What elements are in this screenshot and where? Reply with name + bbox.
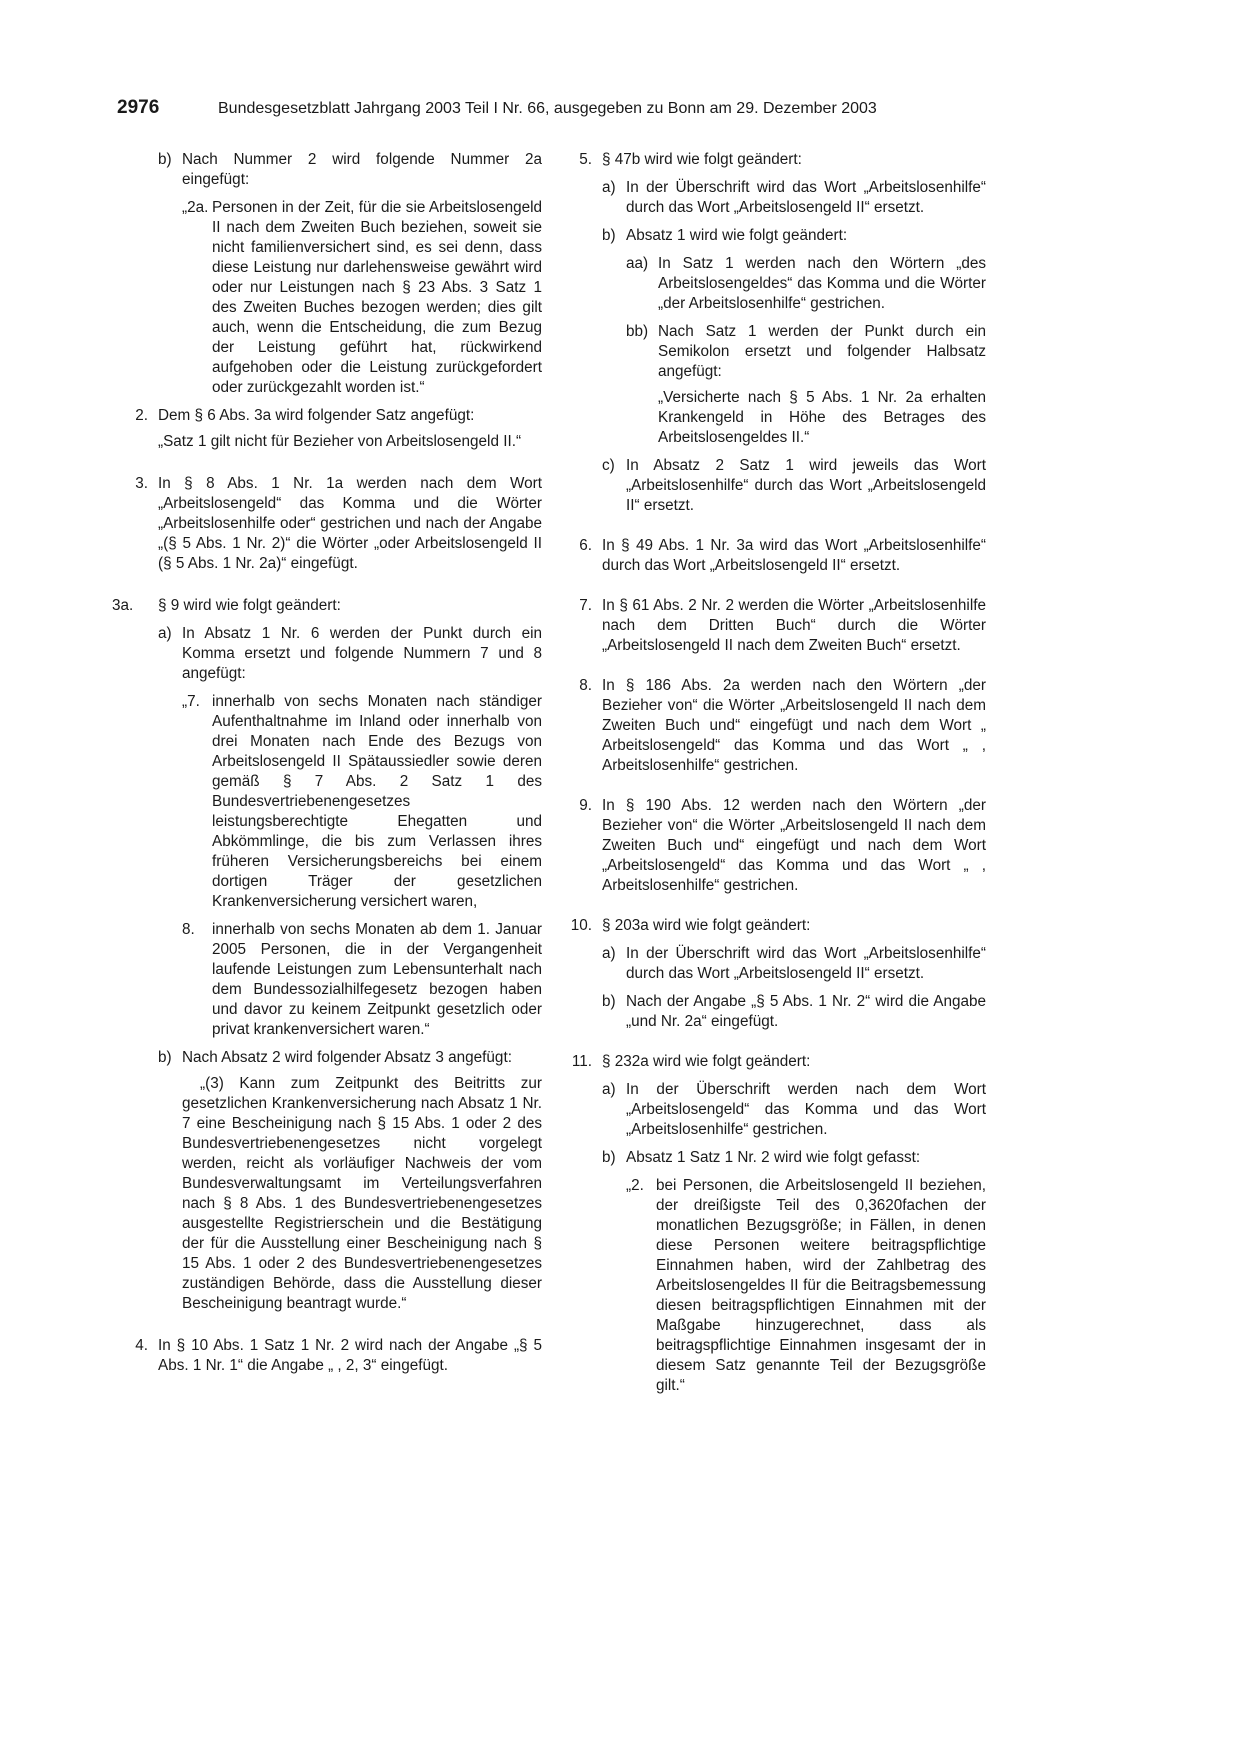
- entry-text: In § 190 Abs. 12 werden nach den Wörtern „der Bezieher von“ die Wörter „Arbeitslosengeld II nach dem Zweiten Buch und“ eingefügt und nach dem Wort „Arbeitslosengeld“ das Komma und das Wort „ , Arbeitslosenhilfe“ gestrichen.: [602, 797, 986, 894]
- entry-5-item-aa: [626, 254, 986, 314]
- entry-text: Dem § 6 Abs. 3a wird folgender Satz angefügt:: [158, 407, 475, 424]
- entry-9: [556, 796, 986, 896]
- entry-6: [556, 536, 986, 576]
- item-letter: b): [158, 1049, 172, 1066]
- entry-number: 6.: [579, 537, 592, 554]
- item-letter: c): [602, 457, 615, 474]
- item-text: Absatz 1 Satz 1 Nr. 2 wird wie folgt gefasst:: [626, 1149, 921, 1166]
- item-text: In Absatz 2 Satz 1 wird jeweils das Wort „Arbeitslosenhilfe“ durch das Wort „Arbeitslosengeld II“ ersetzt.: [626, 457, 986, 514]
- item-text: In der Überschrift werden nach dem Wort „Arbeitslosengeld“ das Komma und das Wort „Arbeitslosenhilfe“ gestrichen.: [626, 1081, 986, 1138]
- entry-10-item-a: [602, 944, 986, 984]
- item-letter: a): [602, 945, 616, 962]
- entry-3a: [112, 596, 542, 616]
- entry-3a-item-a: [158, 624, 542, 684]
- item-letter: b): [602, 993, 616, 1010]
- item-letter: aa): [626, 255, 649, 272]
- quoted-item-text: innerhalb von sechs Monaten ab dem 1. Januar 2005 Personen, die in der Vergangenheit laufende Leistungen zum Lebensunterhalt nach dem Bundessozialhilfegesetz bezogen haben und davor zu keinem Zeitpunkt gesetzlich oder privat krankenversichert waren.“: [212, 921, 542, 1038]
- entry-number: 8.: [579, 677, 592, 694]
- item-letter: b): [602, 227, 616, 244]
- item-text: Nach Absatz 2 wird folgender Absatz 3 angefügt:: [182, 1049, 512, 1066]
- entry-5-item-a: [602, 178, 986, 218]
- entry-text: In § 186 Abs. 2a werden nach den Wörtern „der Bezieher von“ die Wörter „Arbeitslosengeld II nach dem Zweiten Buch und“ eingefügt und nach dem Wort „ Arbeitslosengeld“ das Komma und das Wort „ , Arbeitslosenhilfe“ gestrichen.: [602, 677, 986, 774]
- entry-number: 11.: [571, 1053, 592, 1070]
- running-head: Bundesgesetzblatt Jahrgang 2003 Teil I Nr. 66, ausgegeben zu Bonn am 29. Dezember 2003: [218, 100, 877, 117]
- item-letter: b): [158, 151, 172, 168]
- quoted-item-number: „7.: [182, 693, 200, 710]
- entry-number: 10.: [570, 917, 592, 934]
- entry-3: [112, 474, 542, 574]
- item-text: Absatz 1 wird wie folgt geändert:: [626, 227, 848, 244]
- entry-text: In § 10 Abs. 1 Satz 1 Nr. 2 wird nach der Angabe „§ 5 Abs. 1 Nr. 1“ die Angabe „ , 2, 3“ eingefügt.: [158, 1337, 542, 1374]
- item-letter: a): [158, 625, 172, 642]
- entry-text: § 47b wird wie folgt geändert:: [602, 151, 802, 168]
- entry-text: In § 49 Abs. 1 Nr. 3a wird das Wort „Arbeitslosenhilfe“ durch das Wort „Arbeitslosengeld II“ ersetzt.: [602, 537, 986, 574]
- page-number: 2976: [117, 97, 160, 118]
- entry-5-item-c: [602, 456, 986, 516]
- item-text: Nach Nummer 2 wird folgende Nummer 2a eingefügt:: [182, 151, 542, 188]
- entry-number: 3.: [135, 475, 148, 492]
- entry-number: 4.: [135, 1337, 148, 1354]
- right-column: [556, 150, 986, 1396]
- quoted-item-2a: [182, 198, 542, 398]
- quoted-item-number: 8.: [182, 921, 195, 938]
- entry-5-item-bb: [626, 322, 986, 382]
- entry-text: § 9 wird wie folgt geändert:: [158, 597, 341, 614]
- quoted-item-text: innerhalb von sechs Monaten nach ständiger Aufenthaltnahme im Inland oder innerhalb von drei Monaten nach Ende des Bezugs von Arbeitslosengeld II Spätaussiedler sowie deren gemäß § 7 Abs. 2 Satz 1 des Bundesvertriebenengesetzes leistungsberechtigte Ehegatten und Abkömmlinge, die bis zum Verlassen ihres früheren Versicherungsbereichs bei einem dortigen Träger der gesetzlichen Krankenversicherung versichert waren,: [212, 693, 542, 910]
- entry-text: In § 8 Abs. 1 Nr. 1a werden nach dem Wort „Arbeitslosengeld“ das Komma und die Wörter „Arbeitslosenhilfe oder“ gestrichen und nach der Angabe „(§ 5 Abs. 1 Nr. 2)“ die Wörter „oder Arbeitslosengeld II (§ 5 Abs. 1 Nr. 2a)“ eingefügt.: [158, 475, 542, 572]
- entry-quote: „Satz 1 gilt nicht für Bezieher von Arbeitslosengeld II.“: [158, 433, 522, 450]
- entry-number: 2.: [135, 407, 148, 424]
- entry-10-item-b: [602, 992, 986, 1032]
- entry-number: 9.: [579, 797, 592, 814]
- entry-11-item-a: [602, 1080, 986, 1140]
- quoted-item-number: „2.: [626, 1177, 644, 1194]
- entry-11-item-b: [602, 1148, 986, 1168]
- entry-text: In § 61 Abs. 2 Nr. 2 werden die Wörter „Arbeitslosenhilfe nach dem Dritten Buch“ durch die Wörter „Arbeitslosengeld II nach dem Zweiten Buch“ ersetzt.: [602, 597, 986, 654]
- item-text: Nach Satz 1 werden der Punkt durch ein Semikolon ersetzt und folgender Halbsatz angefügt:: [658, 323, 986, 380]
- item-letter: bb): [626, 323, 649, 340]
- entry-8: [556, 676, 986, 776]
- entry-3a-item-b: [158, 1048, 542, 1068]
- item-letter: a): [602, 1081, 616, 1098]
- item-b-nummer-2a: [158, 150, 542, 190]
- item-text: In der Überschrift wird das Wort „Arbeitslosenhilfe“ durch das Wort „Arbeitslosengeld II“ ersetzt.: [626, 179, 986, 216]
- item-text: In Absatz 1 Nr. 6 werden der Punkt durch ein Komma ersetzt und folgende Nummern 7 und 8 angefügt:: [182, 625, 542, 682]
- quoted-item-text: bei Personen, die Arbeitslosengeld II beziehen, der dreißigste Teil des 0,3620fachen der monatlichen Bezugsgröße; in Fällen, in denen diese Personen weitere beitragspflichtige Einnahmen haben, wird der Zahlbetrag des Arbeitslosengeldes II für die Beitragsbemessung diesen beitragspflichtigen Einnahmen mit der Maßgabe hinzugerechnet, dass als beitragspflichtige Einnahmen insgesamt der in diesem Satz genannte Teil der Bezugsgröße gilt.“: [656, 1177, 986, 1394]
- item-text: Nach der Angabe „§ 5 Abs. 1 Nr. 2“ wird die Angabe „und Nr. 2a“ eingefügt.: [626, 993, 986, 1030]
- entry-2: [112, 406, 542, 452]
- quoted-item-text: Personen in der Zeit, für die sie Arbeitslosengeld II nach dem Zweiten Buch beziehen, soweit sie nicht familienversichert sind, es sei denn, dass diese Leistung nur darlehensweise gewährt wird oder nur Leistungen nach § 23 Abs. 3 Satz 1 des Zweiten Buches bezogen werden; dies gilt auch, wenn die Entscheidung, die zum Bezug der Leistung geführt hat, rückwirkend aufgehoben oder die Leistung zurückgefordert oder zurückgezahlt worden ist.“: [212, 199, 542, 396]
- quoted-item-number: „2a.: [182, 199, 209, 216]
- entry-text: § 232a wird wie folgt geändert:: [602, 1053, 811, 1070]
- quoted-item-8: [182, 920, 542, 1040]
- item-letter: b): [602, 1149, 616, 1166]
- entry-text: § 203a wird wie folgt geändert:: [602, 917, 811, 934]
- entry-5-item-b: [602, 226, 986, 246]
- entry-11: [556, 1052, 986, 1072]
- left-column: [112, 150, 542, 1376]
- item-text: In der Überschrift wird das Wort „Arbeitslosenhilfe“ durch das Wort „Arbeitslosengeld II“ ersetzt.: [626, 945, 986, 982]
- entry-5-bb-quote: „Versicherte nach § 5 Abs. 1 Nr. 2a erhalten Krankengeld in Höhe des Betrages des Arbeitslosengeldes II.“: [658, 389, 986, 446]
- item-text: In Satz 1 werden nach den Wörtern „des Arbeitslosengeldes“ das Komma und die Wörter „der Arbeitslosenhilfe“ gestrichen.: [658, 255, 986, 312]
- entry-number: 7.: [579, 597, 592, 614]
- quoted-item-7: [182, 692, 542, 912]
- quoted-item-2: [626, 1176, 986, 1396]
- entry-5: [556, 150, 986, 170]
- entry-7: [556, 596, 986, 656]
- entry-3a-absatz-3-quote: „(3) Kann zum Zeitpunkt des Beitritts zur gesetzlichen Krankenversicherung nach Absatz 1 Nr. 7 eine Bescheinigung nach § 15 Abs. 1 oder 2 des Bundesvertriebenengesetzes nicht vorgelegt werden, reicht als vorläufiger Nachweis der vom Bundesverwaltungsamt im Verteilungsverfahren nach § 8 Abs. 1 des Bundesvertriebenengesetzes ausgestellte Registrierschein und die Bestätigung der für die Ausstellung einer Bescheinigung nach § 15 Abs. 1 oder 2 des Bundesvertriebenengesetzes zuständigen Behörde, dass die Ausstellung dieser Bescheinigung beantragt wurde.“: [182, 1075, 542, 1312]
- entry-number: 3a.: [112, 597, 134, 614]
- item-letter: a): [602, 179, 616, 196]
- entry-number: 5.: [579, 151, 592, 168]
- entry-10: [556, 916, 986, 936]
- entry-4: [112, 1336, 542, 1376]
